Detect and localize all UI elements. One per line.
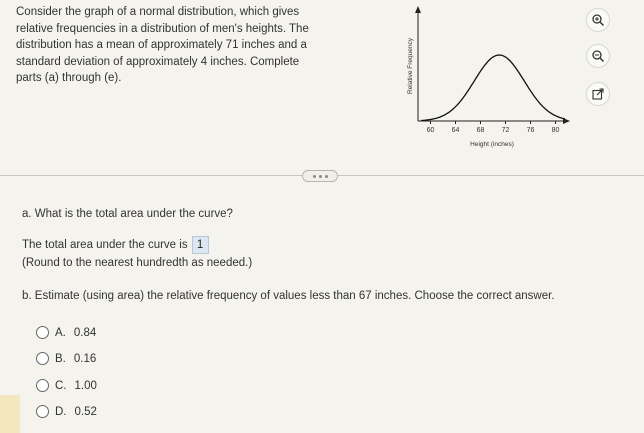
y-axis-label: Relative Frequency: [407, 38, 414, 94]
x-axis-label: Height (inches): [470, 141, 514, 148]
part-a-question: a. What is the total area under the curve?: [22, 208, 233, 220]
part-a-answer-prefix: The total area under the curve is: [22, 239, 188, 252]
normal-curve: [421, 55, 565, 121]
intro-line: parts (a) through (e).: [16, 72, 122, 84]
x-tick-label: 68: [476, 127, 485, 134]
x-tick-label: 72: [501, 127, 510, 134]
option-value: 0.84: [73, 326, 97, 339]
option-value: 1.00: [74, 379, 97, 392]
normal-distribution-graph: [404, 4, 576, 160]
graph-svg: [404, 4, 576, 160]
option-c[interactable]: C. 1.00: [36, 379, 97, 392]
y-axis-arrow: [415, 6, 421, 13]
part-a-answer-row: [22, 236, 209, 254]
part-b-question: b. Estimate (using area) the relative frequency of values less than 67 inches. Choose the correct answer.: [22, 290, 555, 302]
option-a[interactable]: A. 0.84: [36, 326, 96, 339]
radio-button[interactable]: [36, 352, 49, 365]
intro-line: Consider the graph of a normal distribution, which gives: [16, 6, 300, 18]
option-d[interactable]: D. 0.52: [36, 405, 97, 418]
option-value: 0.52: [74, 405, 97, 418]
popout-icon: [591, 87, 605, 101]
radio-button[interactable]: [36, 405, 49, 418]
x-ticks: [427, 121, 560, 134]
problem-intro: [16, 4, 388, 87]
zoom-out-icon: [591, 49, 605, 63]
x-tick-label: 60: [426, 127, 435, 134]
zoom-out-button[interactable]: [586, 44, 610, 68]
intro-line: distribution has a mean of approximately 71 inches and a: [16, 39, 307, 51]
divider-handle[interactable]: [302, 170, 338, 182]
margin-shade: [0, 395, 20, 433]
zoom-in-button[interactable]: [586, 8, 610, 32]
part-a-answer-field[interactable]: 1: [192, 236, 209, 254]
option-b[interactable]: B. 0.16: [36, 352, 96, 365]
zoom-in-icon: [591, 13, 605, 27]
intro-line: relative frequencies in a distribution of men's heights. The: [16, 22, 309, 35]
radio-button[interactable]: [36, 379, 49, 392]
x-tick-label: 76: [526, 127, 535, 134]
x-tick-label: 80: [551, 127, 560, 134]
part-a-note: (Round to the nearest hundredth as needed.): [22, 257, 253, 269]
intro-line: standard deviation of approximately 4 inches. Complete: [16, 55, 300, 68]
popout-button[interactable]: [586, 82, 610, 106]
radio-button[interactable]: [36, 326, 49, 339]
option-value: 0.16: [73, 352, 97, 365]
x-tick-label: 64: [451, 127, 460, 134]
